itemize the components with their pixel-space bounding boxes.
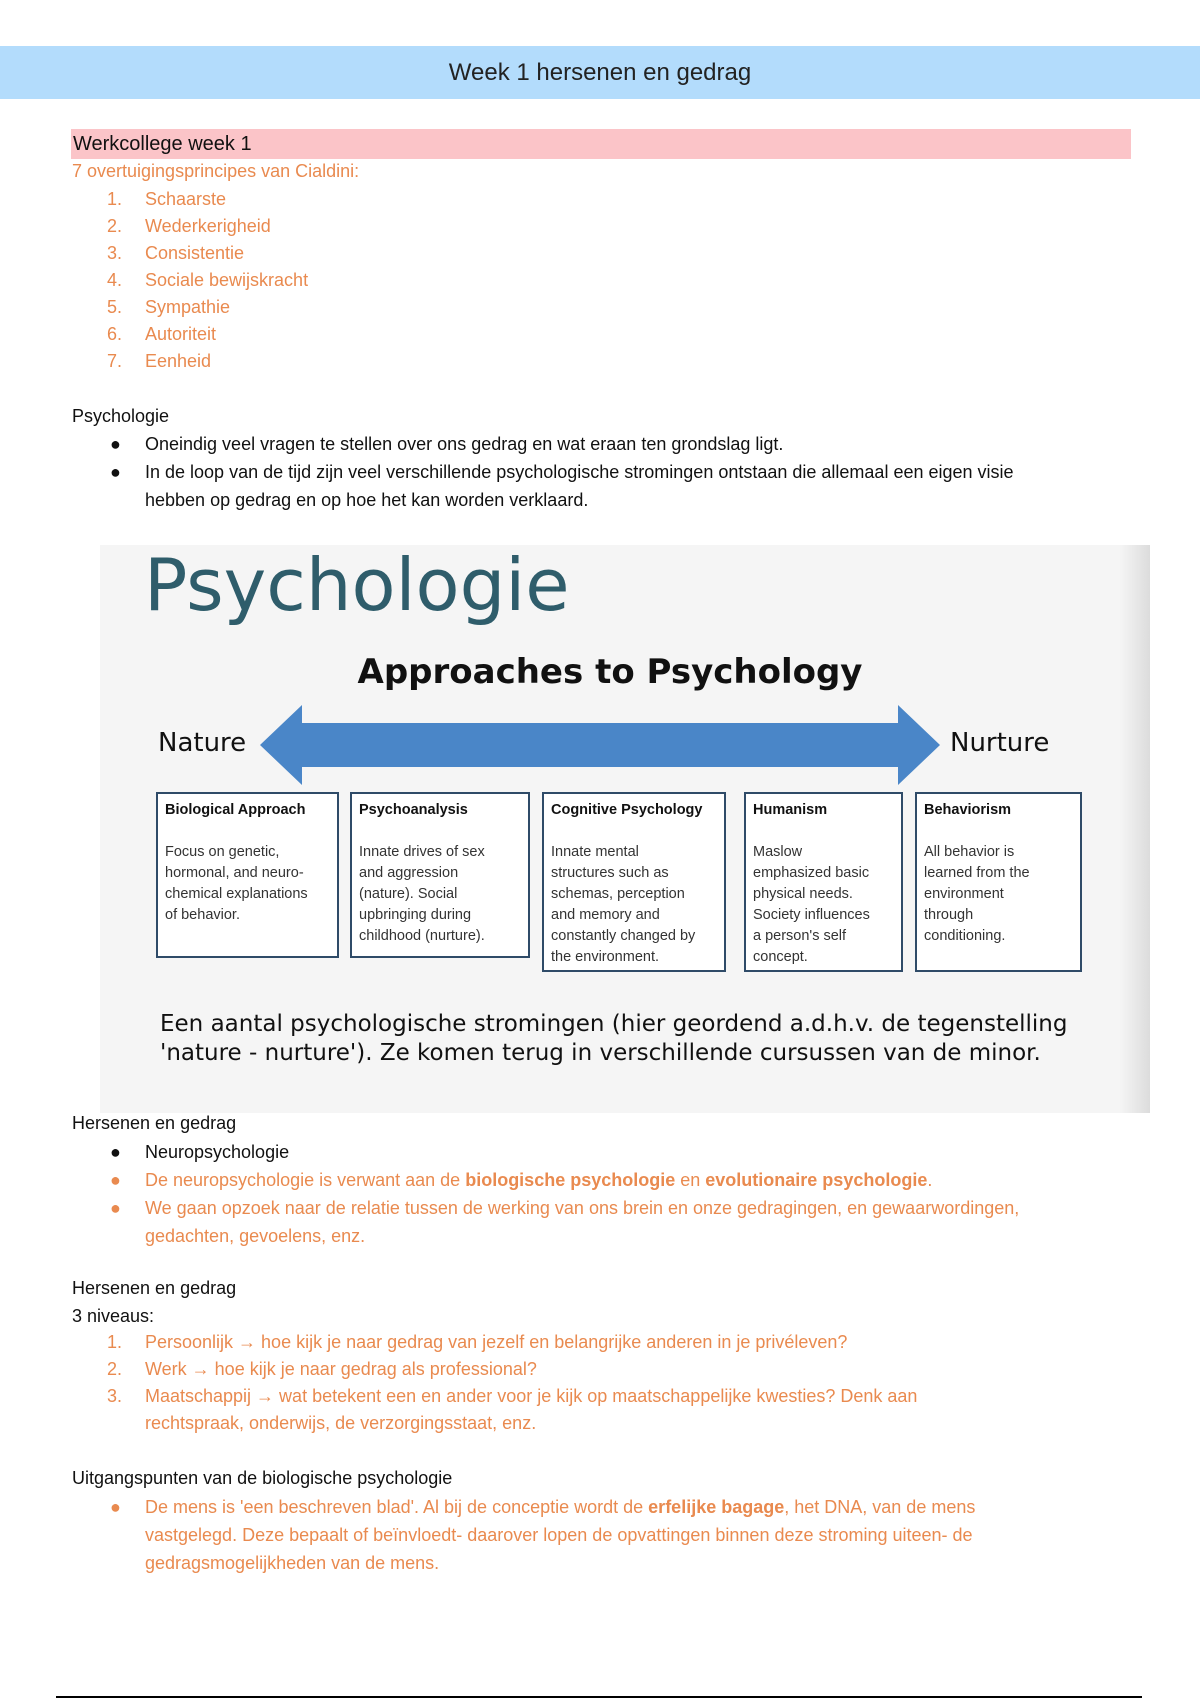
box-behaviorism: Behaviorism All behavior is learned from the environment through conditioning. bbox=[915, 792, 1082, 972]
list-item: 1. Schaarste bbox=[107, 189, 227, 209]
figure-caption: Een aantal psychologische stromingen (hier geordend a.d.h.v. de tegenstelling 'nature - nurture'). Ze komen terug in verschillende cursussen van de minor. bbox=[160, 1011, 1068, 1066]
list-item-continuation: vastgelegd. Deze bepaalt of beïnvloedt- daarover lopen de opvattingen binnen deze stroming uiteen- de bbox=[145, 1525, 973, 1545]
nurture-label: Nurture bbox=[950, 728, 1050, 758]
list-item-continuation: gedragsmogelijkheden van de mens. bbox=[145, 1553, 440, 1573]
page-title: Week 1 hersenen en gedrag bbox=[0, 46, 1200, 99]
double-arrow-icon bbox=[260, 705, 940, 785]
list-item: 5. Sympathie bbox=[107, 297, 231, 317]
list-item-continuation: gedachten, gevoelens, enz. bbox=[145, 1226, 366, 1246]
approaches-figure bbox=[100, 545, 1150, 1113]
uitgangspunten-heading: Uitgangspunten van de biologische psychologie bbox=[72, 1468, 453, 1488]
box-psychoanalysis: Psychoanalysis Innate drives of sex and aggression (nature). Social upbringing during childhood (nurture). bbox=[350, 792, 530, 958]
list-item: 2. Wederkerigheid bbox=[107, 216, 271, 236]
niveaus-list bbox=[107, 1329, 917, 1437]
list-item: 7. Eenheid bbox=[107, 351, 212, 371]
list-item: ● Oneindig veel vragen te stellen over ons gedrag en wat eraan ten grondslag ligt. bbox=[110, 434, 784, 454]
uitgangspunten-bullets bbox=[107, 1493, 1127, 1577]
list-item: ● We gaan opzoek naar de relatie tussen de werking van ons brein en onze gedragingen, en gewaarwordingen, bbox=[110, 1198, 1020, 1218]
list-item: 2. Werk → hoe kijk je naar gedrag als professional? bbox=[107, 1359, 537, 1379]
list-item: ● In de loop van de tijd zijn veel verschillende psychologische stromingen ontstaan die allemaal een eigen visie bbox=[110, 462, 1014, 482]
list-item: ● De neuropsychologie is verwant aan de biologische psychologie en evolutionaire psychologie. bbox=[110, 1170, 933, 1190]
hersenen-heading-1: Hersenen en gedrag bbox=[72, 1113, 237, 1133]
psychologie-heading: Psychologie bbox=[72, 406, 170, 426]
psychologie-bullets bbox=[107, 430, 1127, 514]
figure-subtitle: Approaches to Psychology bbox=[357, 652, 863, 692]
cialdini-list bbox=[107, 186, 308, 375]
list-item: 6. Autoriteit bbox=[107, 324, 217, 344]
box-cognitive-psychology: Cognitive Psychology Innate mental structures such as schemas, perception and memory and constantly changed by the environment. bbox=[542, 792, 726, 972]
cialdini-intro: 7 overtuigingsprincipes van Cialdini: bbox=[72, 161, 360, 181]
list-item-continuation: rechtspraak, onderwijs, de verzorgingsstaat, enz. bbox=[145, 1413, 537, 1433]
figure-shadow bbox=[1120, 545, 1150, 1113]
list-item: ● De mens is 'een beschreven blad'. Al bij de conceptie wordt de erfelijke bagage, het DNA, van de mens bbox=[110, 1497, 976, 1517]
hersenen-bullets bbox=[107, 1138, 1127, 1250]
box-biological-approach: Biological Approach Focus on genetic, hormonal, and neuro- chemical explanations of behavior. bbox=[156, 792, 339, 958]
list-item: 3. Consistentie bbox=[107, 243, 245, 263]
box-humanism: Humanism Maslow emphasized basic physical needs. Society influences a person's self concept. bbox=[744, 792, 903, 972]
list-item: ● Neuropsychologie bbox=[110, 1142, 290, 1162]
list-item: 4. Sociale bewijskracht bbox=[107, 270, 309, 290]
nature-label: Nature bbox=[158, 728, 247, 758]
list-item: 1. Persoonlijk → hoe kijk je naar gedrag van jezelf en belangrijke anderen in je privéleven? bbox=[107, 1332, 848, 1352]
figure-title: Psychologie bbox=[144, 543, 570, 627]
list-item: 3. Maatschappij → wat betekent een en ander voor je kijk op maatschappelijke kwesties? Denk aan bbox=[107, 1386, 918, 1406]
list-item-continuation: hebben op gedrag en op hoe het kan worden verklaard. bbox=[145, 490, 589, 510]
footer-divider bbox=[56, 1696, 1142, 1698]
werkcollege-heading: Werkcollege week 1 bbox=[71, 129, 1131, 159]
hersenen-heading-2: Hersenen en gedrag bbox=[72, 1278, 237, 1298]
niveaus-subheading: 3 niveaus: bbox=[72, 1306, 155, 1326]
